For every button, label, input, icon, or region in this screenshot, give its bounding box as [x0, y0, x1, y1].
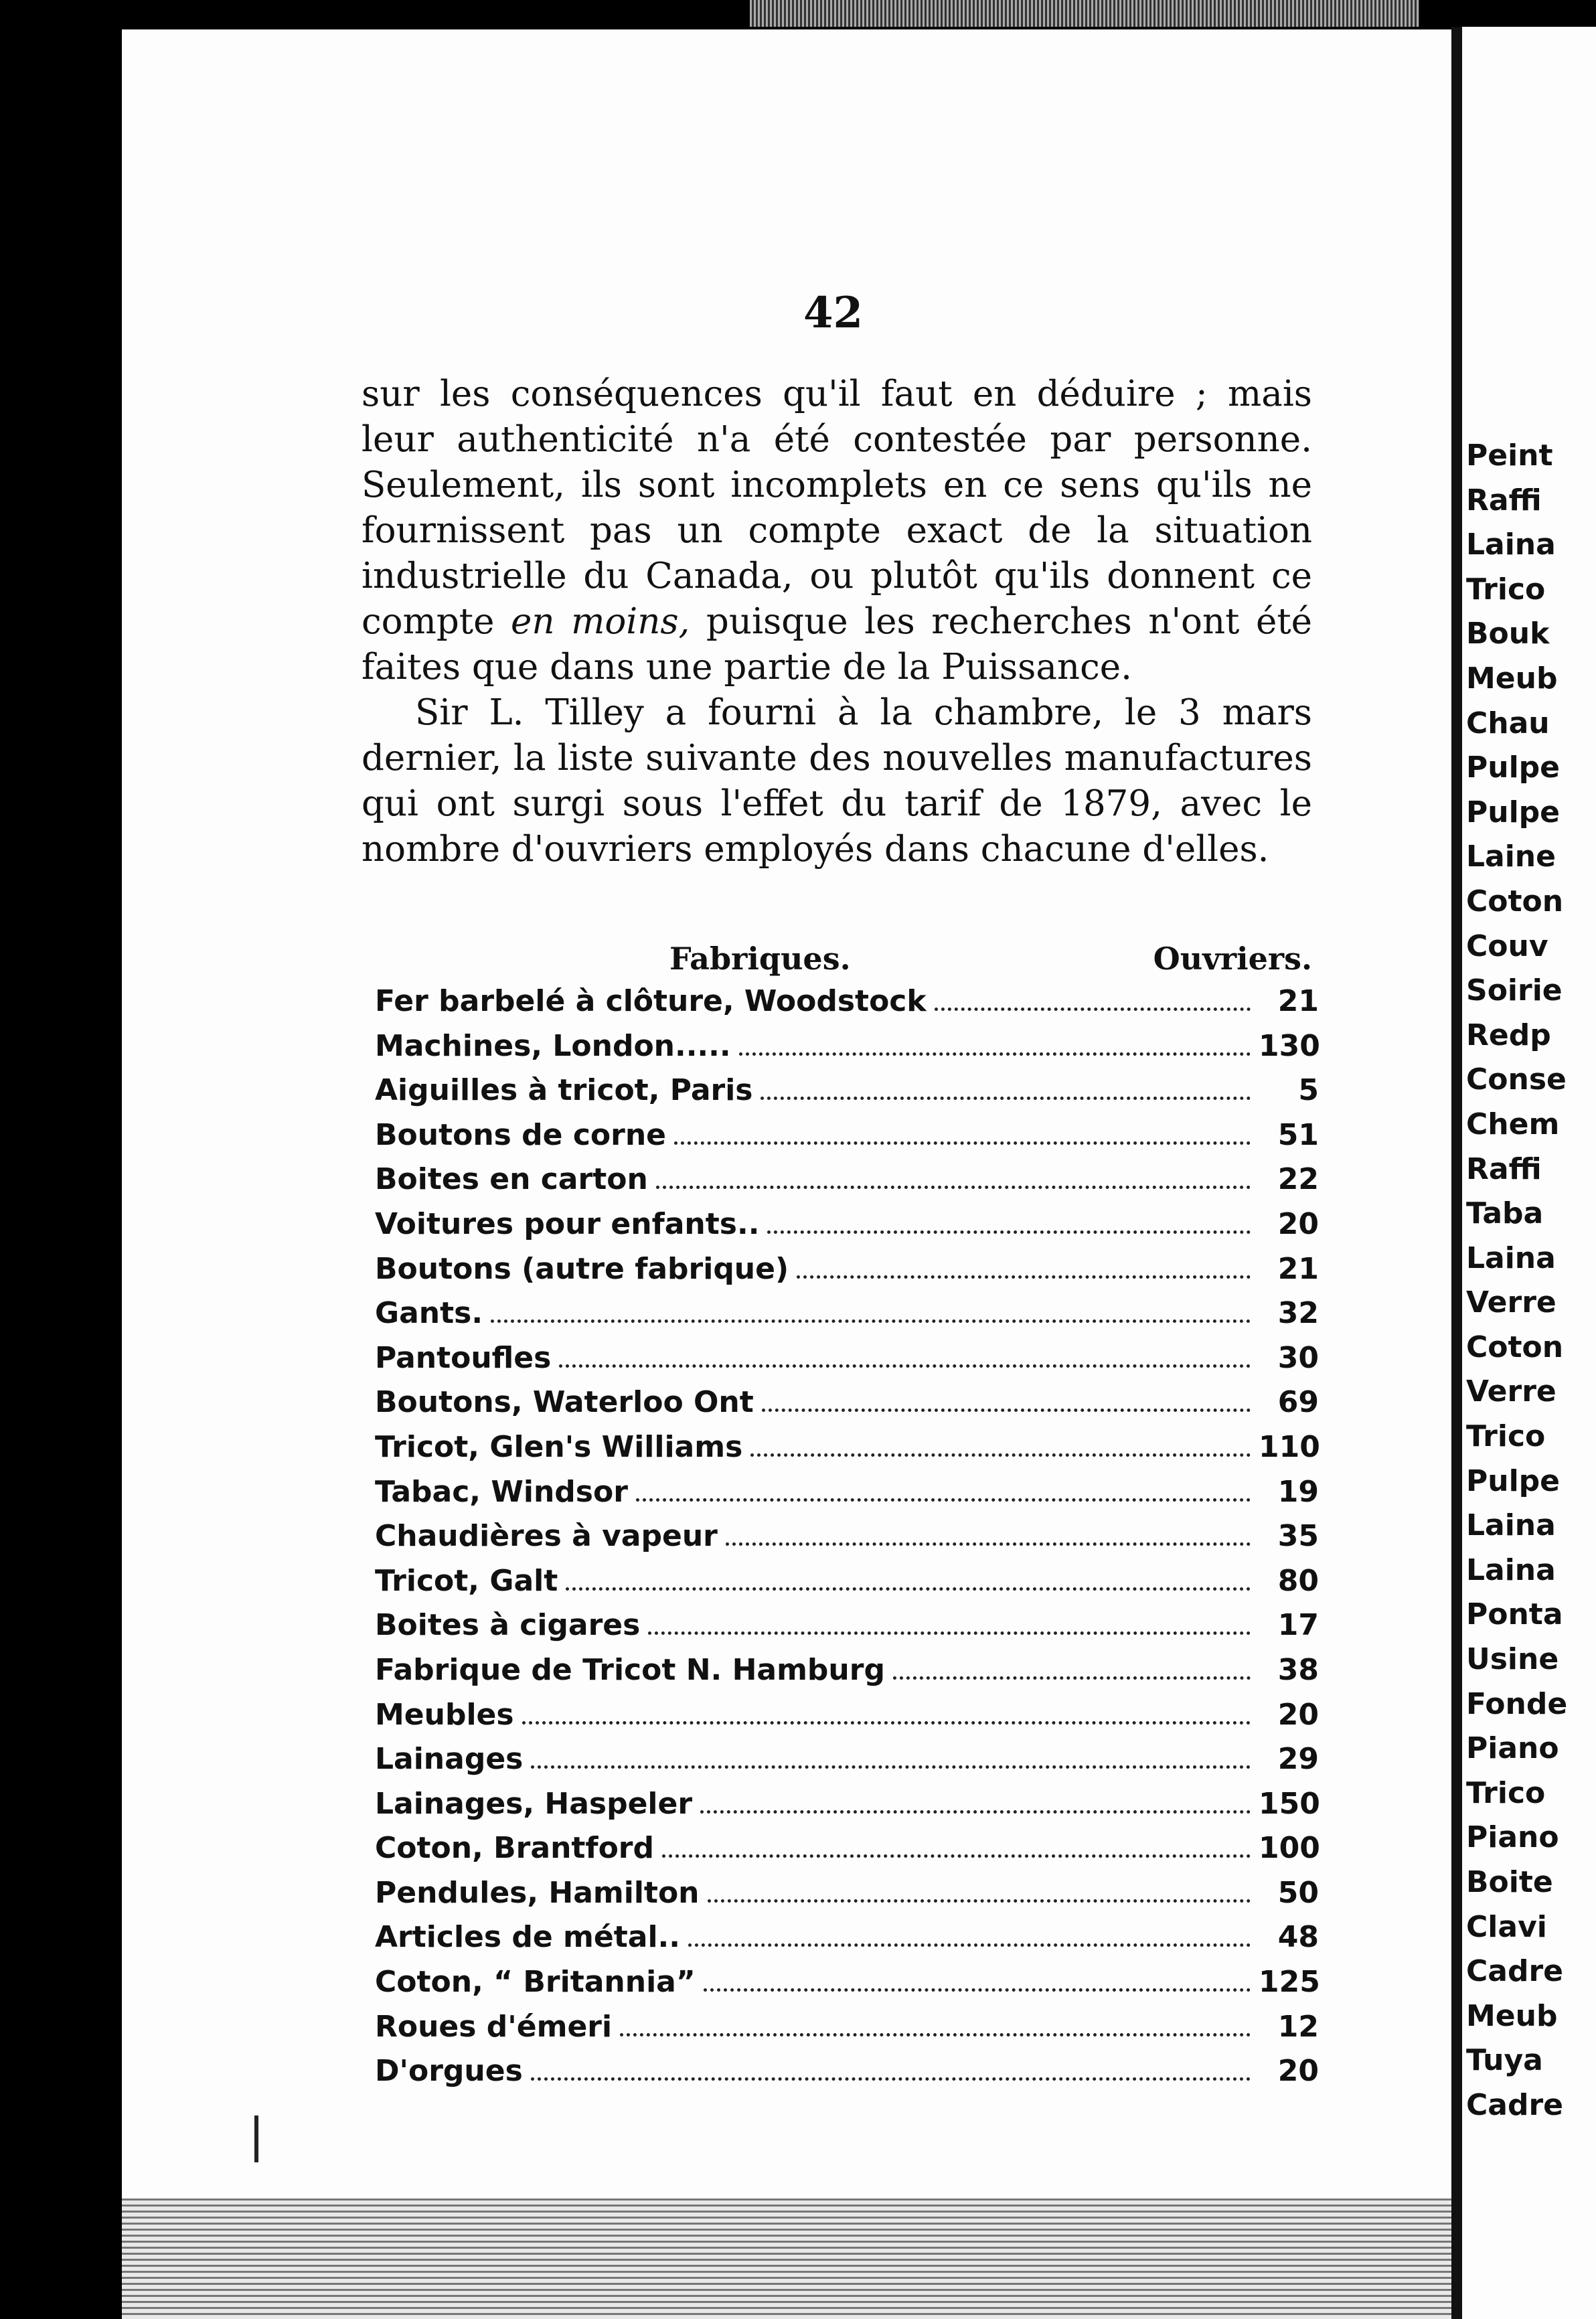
- table-row: [375, 2054, 1319, 2099]
- worker-count: 80: [1277, 1563, 1319, 1598]
- facing-page-fragment: Piano: [1466, 1731, 1559, 1766]
- worker-count: 21: [1277, 984, 1319, 1018]
- factory-name: Meubles: [375, 1697, 514, 1732]
- dot-leader: [762, 1409, 1251, 1412]
- dot-leader: [648, 1631, 1251, 1635]
- dot-leader: [739, 1052, 1251, 1056]
- paragraph-2: Sir L. Tilley a fourni à la chambre, le 3 mars dernier, la liste suivante des nouvelles manufactures qui ont surgi sous l'effet du tarif de 1879, avec le nombre d'ouvriers employés dans chacune d'elles.: [362, 692, 1312, 870]
- worker-count: 32: [1277, 1296, 1319, 1331]
- paragraph-1-text: sur les conséquences qu'il faut en déduire ; mais leur authenticité n'a été contestée par personne. Seulement, ils sont incomplets en ce sens qu'ils ne fournissent pas un compte exact de la situation industrielle du Canada, ou plutôt qu'ils donnent ce compte: [362, 374, 1312, 642]
- facing-page-fragment: Taba: [1466, 1196, 1544, 1231]
- factory-name: Gants.: [375, 1296, 483, 1331]
- dot-leader: [726, 1542, 1251, 1546]
- dot-leader: [704, 1988, 1251, 1992]
- table-row: [375, 1920, 1319, 1965]
- worker-count: 51: [1277, 1117, 1319, 1152]
- worker-count: 100: [1259, 1831, 1320, 1866]
- facing-page-fragment: Trico: [1466, 1419, 1546, 1454]
- worker-count: 22: [1277, 1162, 1319, 1197]
- facing-page-fragment: Verre: [1466, 1374, 1557, 1409]
- factory-table: [375, 984, 1319, 2099]
- facing-page-fragment: Laine: [1466, 839, 1556, 874]
- table-row: [375, 1385, 1319, 1430]
- page-stack-edge: [122, 2198, 1451, 2319]
- facing-page-fragment: Bouk: [1466, 617, 1550, 651]
- factory-name: Lainages: [375, 1742, 524, 1777]
- dot-leader: [674, 1141, 1251, 1145]
- factory-name: D'orgues: [375, 2054, 523, 2089]
- facing-page-fragment: Raffi: [1466, 483, 1542, 517]
- worker-count: 29: [1277, 1742, 1319, 1777]
- paragraph-1: [362, 372, 1312, 690]
- facing-page-fragment: Laina: [1466, 1508, 1556, 1543]
- table-row: [375, 1519, 1319, 1564]
- facing-page-fragment: Fonde: [1466, 1686, 1568, 1721]
- table-row: [375, 2010, 1319, 2055]
- factory-name: Lainages, Haspeler: [375, 1786, 693, 1821]
- worker-count: 110: [1259, 1429, 1320, 1464]
- dot-leader: [750, 1453, 1251, 1457]
- dot-leader: [531, 1765, 1251, 1769]
- factory-name: Tricot, Galt: [375, 1563, 558, 1598]
- facing-page-fragment: Usine: [1466, 1642, 1559, 1677]
- facing-page-fragment: Conse: [1466, 1062, 1567, 1097]
- dot-leader: [797, 1275, 1251, 1279]
- dot-leader: [620, 2033, 1251, 2036]
- top-edge-strip: [750, 0, 1419, 27]
- dot-leader: [522, 1721, 1251, 1725]
- book-gutter: [1451, 27, 1462, 2319]
- worker-count: 5: [1298, 1073, 1319, 1108]
- dot-leader: [656, 1186, 1251, 1189]
- table-row: [375, 1073, 1319, 1118]
- factory-name: Tricot, Glen's Williams: [375, 1429, 743, 1464]
- table-row: [375, 1029, 1319, 1074]
- facing-page-fragment: Laina: [1466, 1552, 1556, 1587]
- table-row: [375, 1430, 1319, 1475]
- facing-page-fragment: Boite: [1466, 1865, 1553, 1899]
- dot-leader: [935, 1008, 1251, 1011]
- table-row: [375, 1742, 1319, 1787]
- factory-name: Voitures pour enfants..: [375, 1206, 760, 1241]
- factory-name: Pantoufles: [375, 1340, 552, 1375]
- factory-name: Boutons de corne: [375, 1117, 667, 1152]
- italic-phrase: en moins,: [511, 601, 690, 642]
- header-ouvriers: Ouvriers.: [1153, 941, 1312, 977]
- dot-leader: [566, 1587, 1251, 1591]
- worker-count: 125: [1259, 1965, 1320, 2000]
- header-fabriques: Fabriques.: [669, 941, 851, 977]
- factory-name: Coton, Brantford: [375, 1831, 654, 1866]
- facing-page-fragment: Meub: [1466, 661, 1558, 696]
- dot-leader: [662, 1854, 1251, 1858]
- table-row: [375, 1162, 1319, 1207]
- facing-page-fragment: Verre: [1466, 1285, 1557, 1320]
- facing-page-fragment: Pulpe: [1466, 1463, 1560, 1498]
- body-text: [362, 372, 1312, 872]
- factory-name: Aiguilles à tricot, Paris: [375, 1073, 753, 1108]
- worker-count: 50: [1277, 1875, 1319, 1910]
- facing-page-fragment: Cadre: [1466, 2087, 1564, 2122]
- factory-name: Boites en carton: [375, 1162, 648, 1197]
- margin-mark: [254, 2115, 258, 2162]
- facing-page-fragment: Trico: [1466, 572, 1546, 607]
- facing-page-fragment: Chem: [1466, 1107, 1560, 1141]
- facing-page-fragment: Ponta: [1466, 1597, 1563, 1632]
- dot-leader: [636, 1498, 1251, 1502]
- factory-name: Machines, London.....: [375, 1028, 731, 1063]
- page-number: 42: [803, 288, 864, 338]
- dot-leader: [491, 1320, 1251, 1323]
- worker-count: 69: [1277, 1385, 1319, 1420]
- facing-page-fragment: Peint: [1466, 438, 1553, 473]
- facing-page-fragment: Redp: [1466, 1018, 1551, 1052]
- facing-page-fragment: Pulpe: [1466, 795, 1560, 829]
- worker-count: 130: [1259, 1028, 1320, 1063]
- facing-page-fragment: Piano: [1466, 1820, 1559, 1855]
- table-row: [375, 1876, 1319, 1921]
- facing-page-list: [1466, 438, 1567, 2133]
- table-row: [375, 1698, 1319, 1743]
- facing-page-fragment: Soirie: [1466, 973, 1563, 1008]
- factory-name: Articles de métal..: [375, 1920, 680, 1955]
- dot-leader: [761, 1097, 1251, 1100]
- worker-count: 20: [1277, 1697, 1319, 1732]
- factory-name: Fer barbelé à clôture, Woodstock: [375, 984, 927, 1018]
- facing-page-fragment: Coton: [1466, 884, 1564, 918]
- worker-count: 38: [1277, 1652, 1319, 1687]
- facing-page-fragment: Chau: [1466, 706, 1550, 740]
- factory-name: Boutons, Waterloo Ont: [375, 1385, 754, 1420]
- table-header: [362, 941, 1312, 981]
- worker-count: 17: [1277, 1608, 1319, 1643]
- factory-name: Pendules, Hamilton: [375, 1875, 700, 1910]
- factory-name: Tabac, Windsor: [375, 1474, 628, 1509]
- worker-count: 19: [1277, 1474, 1319, 1509]
- dot-leader: [559, 1364, 1251, 1368]
- facing-page-fragment: Laina: [1466, 528, 1556, 562]
- table-row: [375, 1341, 1319, 1386]
- worker-count: 21: [1277, 1251, 1319, 1286]
- factory-name: Roues d'émeri: [375, 2009, 613, 2044]
- factory-name: Fabrique de Tricot N. Hamburg: [375, 1652, 885, 1687]
- table-row: [375, 1118, 1319, 1163]
- facing-page-fragment: Pulpe: [1466, 750, 1560, 785]
- dot-leader: [767, 1230, 1251, 1234]
- factory-name: Chaudières à vapeur: [375, 1519, 718, 1554]
- table-row: [375, 1965, 1319, 2010]
- paragraph-1-end: puisque les recherches n'ont été faites que dans une partie de la Puissance.: [362, 601, 1312, 688]
- table-row: [375, 1475, 1319, 1520]
- table-row: [375, 1653, 1319, 1698]
- facing-page-fragment: Trico: [1466, 1775, 1546, 1810]
- table-row: [375, 1564, 1319, 1609]
- table-row: [375, 1252, 1319, 1297]
- facing-page-fragment: Tuya: [1466, 2043, 1543, 2078]
- facing-page: [1462, 27, 1596, 2319]
- table-row: [375, 1207, 1319, 1252]
- factory-name: Boites à cigares: [375, 1608, 641, 1643]
- factory-name: Coton, “ Britannia”: [375, 1965, 696, 2000]
- worker-count: 35: [1277, 1519, 1319, 1554]
- table-row: [375, 1787, 1319, 1832]
- facing-page-fragment: Clavi: [1466, 1909, 1547, 1944]
- factory-name: Boutons (autre fabrique): [375, 1251, 789, 1286]
- dot-leader: [893, 1676, 1251, 1680]
- dot-leader: [688, 1943, 1251, 1947]
- facing-page-fragment: Cadre: [1466, 1954, 1564, 1989]
- dot-leader: [700, 1810, 1251, 1814]
- worker-count: 20: [1277, 2054, 1319, 2089]
- worker-count: 20: [1277, 1206, 1319, 1241]
- worker-count: 12: [1277, 2009, 1319, 2044]
- facing-page-fragment: Couv: [1466, 929, 1548, 963]
- facing-page-fragment: Meub: [1466, 1998, 1558, 2033]
- table-row: [375, 1296, 1319, 1341]
- worker-count: 30: [1277, 1340, 1319, 1375]
- worker-count: 48: [1277, 1920, 1319, 1955]
- table-row: [375, 984, 1319, 1029]
- table-row: [375, 1831, 1319, 1876]
- table-row: [375, 1608, 1319, 1653]
- facing-page-fragment: Laina: [1466, 1241, 1556, 1275]
- facing-page-fragment: Raffi: [1466, 1151, 1542, 1186]
- worker-count: 150: [1259, 1786, 1320, 1821]
- facing-page-fragment: Coton: [1466, 1330, 1564, 1364]
- dot-leader: [531, 2077, 1251, 2081]
- dot-leader: [708, 1899, 1251, 1903]
